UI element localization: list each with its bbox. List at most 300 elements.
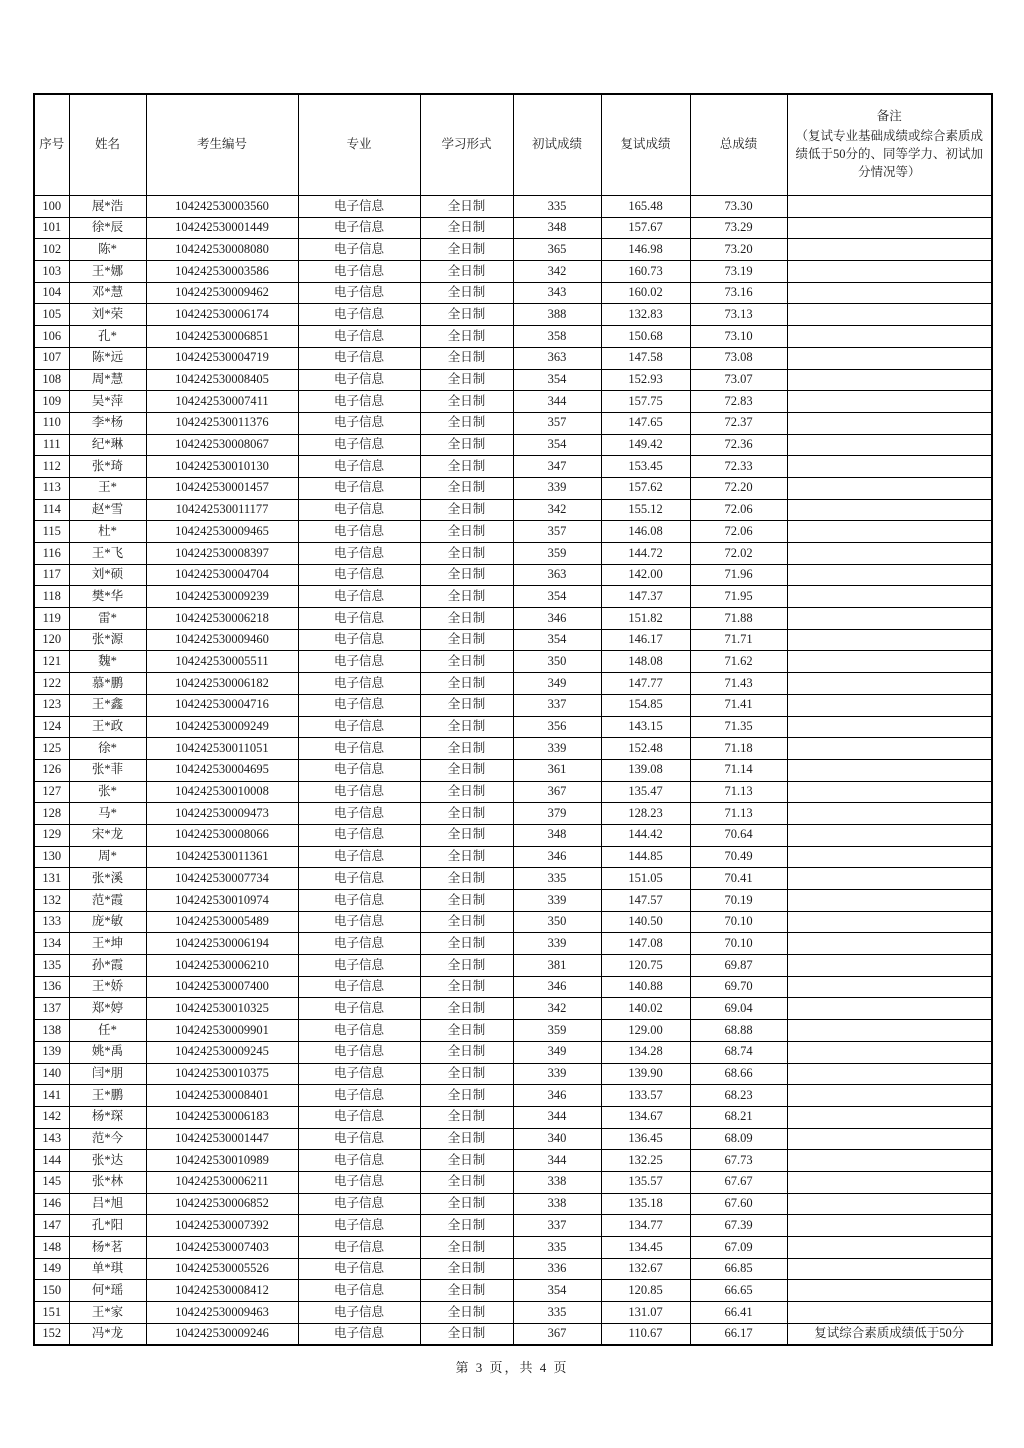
cell-retest-score: 128.23 <box>601 803 690 825</box>
cell-study-form: 全日制 <box>420 477 513 499</box>
cell-name: 刘*硕 <box>69 564 146 586</box>
cell-retest-score: 135.47 <box>601 781 690 803</box>
cell-initial-score: 335 <box>513 1302 601 1324</box>
cell-study-form: 全日制 <box>420 933 513 955</box>
cell-candidate-id: 104242530011177 <box>146 499 298 521</box>
cell-name: 庞*敏 <box>69 911 146 933</box>
cell-total-score: 67.67 <box>690 1171 787 1193</box>
cell-remark <box>787 1063 992 1085</box>
cell-total-score: 72.33 <box>690 456 787 478</box>
cell-no: 147 <box>34 1215 69 1237</box>
cell-study-form: 全日制 <box>420 456 513 478</box>
cell-retest-score: 134.28 <box>601 1041 690 1063</box>
cell-retest-score: 148.08 <box>601 651 690 673</box>
cell-retest-score: 134.45 <box>601 1237 690 1259</box>
cell-no: 138 <box>34 1020 69 1042</box>
cell-total-score: 71.88 <box>690 608 787 630</box>
cell-initial-score: 346 <box>513 846 601 868</box>
cell-initial-score: 340 <box>513 1128 601 1150</box>
cell-study-form: 全日制 <box>420 1258 513 1280</box>
cell-retest-score: 129.00 <box>601 1020 690 1042</box>
cell-name: 王*家 <box>69 1302 146 1324</box>
cell-name: 张*源 <box>69 629 146 651</box>
table-row <box>34 694 992 716</box>
cell-initial-score: 348 <box>513 824 601 846</box>
cell-remark <box>787 196 992 218</box>
cell-remark <box>787 217 992 239</box>
cell-no: 129 <box>34 824 69 846</box>
cell-name: 单*琪 <box>69 1258 146 1280</box>
table-row <box>34 716 992 738</box>
cell-major: 电子信息 <box>298 1193 420 1215</box>
cell-name: 慕*鹏 <box>69 673 146 695</box>
cell-initial-score: 365 <box>513 239 601 261</box>
cell-initial-score: 354 <box>513 434 601 456</box>
cell-retest-score: 132.83 <box>601 304 690 326</box>
cell-major: 电子信息 <box>298 1237 420 1259</box>
cell-name: 孙*霞 <box>69 955 146 977</box>
header-major: 专业 <box>298 94 420 196</box>
cell-remark <box>787 955 992 977</box>
cell-name: 杨*琛 <box>69 1106 146 1128</box>
cell-name: 樊*华 <box>69 586 146 608</box>
cell-remark <box>787 1106 992 1128</box>
cell-no: 120 <box>34 629 69 651</box>
cell-retest-score: 120.75 <box>601 955 690 977</box>
cell-major: 电子信息 <box>298 196 420 218</box>
cell-candidate-id: 104242530010325 <box>146 998 298 1020</box>
cell-initial-score: 363 <box>513 564 601 586</box>
table-row <box>34 239 992 261</box>
cell-initial-score: 339 <box>513 1063 601 1085</box>
cell-study-form: 全日制 <box>420 196 513 218</box>
cell-major: 电子信息 <box>298 1302 420 1324</box>
cell-remark <box>787 1128 992 1150</box>
cell-no: 149 <box>34 1258 69 1280</box>
cell-candidate-id: 104242530001447 <box>146 1128 298 1150</box>
cell-major: 电子信息 <box>298 521 420 543</box>
cell-no: 140 <box>34 1063 69 1085</box>
cell-remark <box>787 716 992 738</box>
cell-candidate-id: 104242530007734 <box>146 868 298 890</box>
cell-name: 范*霞 <box>69 890 146 912</box>
table-row <box>34 781 992 803</box>
cell-no: 130 <box>34 846 69 868</box>
cell-initial-score: 354 <box>513 1280 601 1302</box>
cell-study-form: 全日制 <box>420 1280 513 1302</box>
cell-name: 张*达 <box>69 1150 146 1172</box>
cell-major: 电子信息 <box>298 868 420 890</box>
cell-major: 电子信息 <box>298 586 420 608</box>
table-row <box>34 412 992 434</box>
cell-retest-score: 135.57 <box>601 1171 690 1193</box>
cell-study-form: 全日制 <box>420 1171 513 1193</box>
cell-candidate-id: 104242530006174 <box>146 304 298 326</box>
header-study-form: 学习形式 <box>420 94 513 196</box>
cell-study-form: 全日制 <box>420 1302 513 1324</box>
cell-name: 张*溪 <box>69 868 146 890</box>
cell-study-form: 全日制 <box>420 564 513 586</box>
table-row <box>34 196 992 218</box>
cell-remark <box>787 1258 992 1280</box>
cell-no: 146 <box>34 1193 69 1215</box>
table-row <box>34 759 992 781</box>
cell-no: 106 <box>34 326 69 348</box>
cell-major: 电子信息 <box>298 673 420 695</box>
cell-candidate-id: 104242530006852 <box>146 1193 298 1215</box>
cell-initial-score: 348 <box>513 217 601 239</box>
cell-candidate-id: 104242530011361 <box>146 846 298 868</box>
cell-total-score: 72.02 <box>690 543 787 565</box>
cell-remark <box>787 1280 992 1302</box>
cell-name: 周*慧 <box>69 369 146 391</box>
cell-remark <box>787 261 992 283</box>
cell-remark: 复试综合素质成绩低于50分 <box>787 1323 992 1345</box>
cell-remark <box>787 586 992 608</box>
cell-remark <box>787 391 992 413</box>
cell-study-form: 全日制 <box>420 326 513 348</box>
cell-no: 109 <box>34 391 69 413</box>
cell-no: 123 <box>34 694 69 716</box>
cell-remark <box>787 629 992 651</box>
cell-no: 113 <box>34 477 69 499</box>
cell-total-score: 72.06 <box>690 499 787 521</box>
header-retest-score: 复试成绩 <box>601 94 690 196</box>
cell-name: 纪*琳 <box>69 434 146 456</box>
table-row <box>34 586 992 608</box>
cell-major: 电子信息 <box>298 781 420 803</box>
cell-retest-score: 146.17 <box>601 629 690 651</box>
cell-initial-score: 338 <box>513 1171 601 1193</box>
cell-initial-score: 335 <box>513 868 601 890</box>
cell-no: 145 <box>34 1171 69 1193</box>
cell-retest-score: 134.67 <box>601 1106 690 1128</box>
cell-name: 赵*雪 <box>69 499 146 521</box>
cell-no: 114 <box>34 499 69 521</box>
cell-remark <box>787 824 992 846</box>
cell-total-score: 73.16 <box>690 282 787 304</box>
cell-study-form: 全日制 <box>420 608 513 630</box>
page-footer: 第 3 页，共 4 页 <box>455 1360 569 1375</box>
cell-remark <box>787 1150 992 1172</box>
table-row <box>34 391 992 413</box>
cell-initial-score: 339 <box>513 477 601 499</box>
cell-major: 电子信息 <box>298 456 420 478</box>
table-row <box>34 1020 992 1042</box>
cell-retest-score: 132.25 <box>601 1150 690 1172</box>
cell-total-score: 72.83 <box>690 391 787 413</box>
cell-total-score: 70.10 <box>690 911 787 933</box>
cell-total-score: 73.13 <box>690 304 787 326</box>
cell-candidate-id: 104242530009249 <box>146 716 298 738</box>
table-row <box>34 369 992 391</box>
header-no: 序号 <box>34 94 69 196</box>
cell-candidate-id: 104242530007392 <box>146 1215 298 1237</box>
cell-retest-score: 147.57 <box>601 890 690 912</box>
cell-initial-score: 361 <box>513 759 601 781</box>
cell-remark <box>787 1171 992 1193</box>
cell-no: 133 <box>34 911 69 933</box>
cell-major: 电子信息 <box>298 239 420 261</box>
cell-study-form: 全日制 <box>420 1193 513 1215</box>
cell-initial-score: 344 <box>513 1150 601 1172</box>
cell-retest-score: 149.42 <box>601 434 690 456</box>
cell-name: 王*娜 <box>69 261 146 283</box>
cell-candidate-id: 104242530008080 <box>146 239 298 261</box>
cell-retest-score: 134.77 <box>601 1215 690 1237</box>
cell-no: 124 <box>34 716 69 738</box>
cell-retest-score: 140.02 <box>601 998 690 1020</box>
cell-retest-score: 131.07 <box>601 1302 690 1324</box>
cell-retest-score: 110.67 <box>601 1323 690 1345</box>
cell-no: 105 <box>34 304 69 326</box>
cell-major: 电子信息 <box>298 347 420 369</box>
results-table <box>33 93 993 1346</box>
cell-name: 魏* <box>69 651 146 673</box>
cell-retest-score: 150.68 <box>601 326 690 348</box>
cell-name: 闫*朋 <box>69 1063 146 1085</box>
cell-total-score: 70.64 <box>690 824 787 846</box>
cell-remark <box>787 369 992 391</box>
cell-total-score: 68.23 <box>690 1085 787 1107</box>
table-row <box>34 846 992 868</box>
cell-no: 125 <box>34 738 69 760</box>
cell-retest-score: 157.67 <box>601 217 690 239</box>
cell-study-form: 全日制 <box>420 1237 513 1259</box>
cell-initial-score: 337 <box>513 1215 601 1237</box>
cell-candidate-id: 104242530009463 <box>146 1302 298 1324</box>
cell-study-form: 全日制 <box>420 543 513 565</box>
results-table-body <box>34 196 992 1346</box>
cell-total-score: 73.19 <box>690 261 787 283</box>
cell-total-score: 67.73 <box>690 1150 787 1172</box>
cell-study-form: 全日制 <box>420 1323 513 1345</box>
table-row <box>34 651 992 673</box>
cell-study-form: 全日制 <box>420 976 513 998</box>
cell-total-score: 70.19 <box>690 890 787 912</box>
cell-total-score: 72.20 <box>690 477 787 499</box>
cell-retest-score: 133.57 <box>601 1085 690 1107</box>
cell-candidate-id: 104242530009462 <box>146 282 298 304</box>
cell-major: 电子信息 <box>298 1258 420 1280</box>
cell-study-form: 全日制 <box>420 304 513 326</box>
cell-major: 电子信息 <box>298 651 420 673</box>
cell-total-score: 72.36 <box>690 434 787 456</box>
table-row <box>34 477 992 499</box>
cell-candidate-id: 104242530006851 <box>146 326 298 348</box>
cell-major: 电子信息 <box>298 477 420 499</box>
cell-name: 郑*婷 <box>69 998 146 1020</box>
cell-name: 雷* <box>69 608 146 630</box>
cell-study-form: 全日制 <box>420 998 513 1020</box>
cell-initial-score: 344 <box>513 1106 601 1128</box>
cell-major: 电子信息 <box>298 564 420 586</box>
cell-candidate-id: 104242530009465 <box>146 521 298 543</box>
cell-retest-score: 142.00 <box>601 564 690 586</box>
cell-retest-score: 153.45 <box>601 456 690 478</box>
cell-name: 展*浩 <box>69 196 146 218</box>
cell-study-form: 全日制 <box>420 846 513 868</box>
cell-study-form: 全日制 <box>420 412 513 434</box>
cell-no: 111 <box>34 434 69 456</box>
cell-total-score: 71.96 <box>690 564 787 586</box>
cell-major: 电子信息 <box>298 1150 420 1172</box>
table-row <box>34 1323 992 1345</box>
cell-major: 电子信息 <box>298 217 420 239</box>
cell-no: 132 <box>34 890 69 912</box>
cell-initial-score: 342 <box>513 261 601 283</box>
cell-name: 范*今 <box>69 1128 146 1150</box>
cell-study-form: 全日制 <box>420 261 513 283</box>
cell-initial-score: 350 <box>513 651 601 673</box>
cell-major: 电子信息 <box>298 434 420 456</box>
header-name: 姓名 <box>69 94 146 196</box>
cell-total-score: 70.49 <box>690 846 787 868</box>
cell-no: 139 <box>34 1041 69 1063</box>
cell-retest-score: 151.05 <box>601 868 690 890</box>
cell-no: 104 <box>34 282 69 304</box>
cell-no: 136 <box>34 976 69 998</box>
cell-total-score: 73.10 <box>690 326 787 348</box>
cell-study-form: 全日制 <box>420 694 513 716</box>
cell-initial-score: 335 <box>513 196 601 218</box>
cell-name: 张* <box>69 781 146 803</box>
cell-name: 王* <box>69 477 146 499</box>
table-row <box>34 1171 992 1193</box>
cell-no: 151 <box>34 1302 69 1324</box>
cell-initial-score: 347 <box>513 456 601 478</box>
table-row <box>34 1193 992 1215</box>
cell-study-form: 全日制 <box>420 1106 513 1128</box>
cell-candidate-id: 104242530011051 <box>146 738 298 760</box>
table-row <box>34 824 992 846</box>
cell-major: 电子信息 <box>298 1280 420 1302</box>
cell-study-form: 全日制 <box>420 369 513 391</box>
cell-total-score: 67.09 <box>690 1237 787 1259</box>
cell-candidate-id: 104242530010974 <box>146 890 298 912</box>
cell-no: 118 <box>34 586 69 608</box>
cell-major: 电子信息 <box>298 1063 420 1085</box>
cell-candidate-id: 104242530006194 <box>146 933 298 955</box>
cell-study-form: 全日制 <box>420 738 513 760</box>
cell-candidate-id: 104242530005489 <box>146 911 298 933</box>
cell-study-form: 全日制 <box>420 890 513 912</box>
cell-retest-score: 132.67 <box>601 1258 690 1280</box>
cell-remark <box>787 499 992 521</box>
cell-candidate-id: 104242530008397 <box>146 543 298 565</box>
cell-no: 112 <box>34 456 69 478</box>
cell-study-form: 全日制 <box>420 824 513 846</box>
cell-no: 117 <box>34 564 69 586</box>
cell-initial-score: 357 <box>513 412 601 434</box>
cell-candidate-id: 104242530004704 <box>146 564 298 586</box>
cell-no: 115 <box>34 521 69 543</box>
cell-total-score: 66.41 <box>690 1302 787 1324</box>
header-total-score: 总成绩 <box>690 94 787 196</box>
cell-candidate-id: 104242530008067 <box>146 434 298 456</box>
cell-total-score: 66.85 <box>690 1258 787 1280</box>
cell-name: 陈*远 <box>69 347 146 369</box>
cell-name: 张*林 <box>69 1171 146 1193</box>
cell-study-form: 全日制 <box>420 651 513 673</box>
cell-name: 马* <box>69 803 146 825</box>
cell-retest-score: 155.12 <box>601 499 690 521</box>
cell-major: 电子信息 <box>298 1106 420 1128</box>
cell-retest-score: 154.85 <box>601 694 690 716</box>
cell-initial-score: 367 <box>513 1323 601 1345</box>
cell-major: 电子信息 <box>298 998 420 1020</box>
table-row <box>34 1041 992 1063</box>
cell-retest-score: 152.93 <box>601 369 690 391</box>
cell-major: 电子信息 <box>298 1085 420 1107</box>
cell-study-form: 全日制 <box>420 673 513 695</box>
cell-total-score: 69.87 <box>690 955 787 977</box>
cell-no: 135 <box>34 955 69 977</box>
cell-name: 杨*茗 <box>69 1237 146 1259</box>
cell-remark <box>787 1302 992 1324</box>
cell-remark <box>787 846 992 868</box>
cell-total-score: 73.30 <box>690 196 787 218</box>
cell-initial-score: 359 <box>513 1020 601 1042</box>
cell-no: 128 <box>34 803 69 825</box>
cell-retest-score: 144.42 <box>601 824 690 846</box>
cell-candidate-id: 104242530007411 <box>146 391 298 413</box>
cell-name: 杜* <box>69 521 146 543</box>
cell-candidate-id: 104242530010989 <box>146 1150 298 1172</box>
cell-study-form: 全日制 <box>420 391 513 413</box>
cell-no: 122 <box>34 673 69 695</box>
cell-total-score: 73.29 <box>690 217 787 239</box>
cell-name: 孔* <box>69 326 146 348</box>
cell-major: 电子信息 <box>298 629 420 651</box>
cell-initial-score: 354 <box>513 369 601 391</box>
cell-major: 电子信息 <box>298 933 420 955</box>
cell-study-form: 全日制 <box>420 868 513 890</box>
cell-candidate-id: 104242530008405 <box>146 369 298 391</box>
cell-total-score: 73.08 <box>690 347 787 369</box>
table-header <box>34 94 992 196</box>
cell-no: 131 <box>34 868 69 890</box>
cell-study-form: 全日制 <box>420 955 513 977</box>
cell-major: 电子信息 <box>298 1020 420 1042</box>
cell-initial-score: 388 <box>513 304 601 326</box>
cell-study-form: 全日制 <box>420 803 513 825</box>
cell-retest-score: 146.98 <box>601 239 690 261</box>
cell-remark <box>787 239 992 261</box>
cell-retest-score: 147.77 <box>601 673 690 695</box>
cell-retest-score: 147.58 <box>601 347 690 369</box>
cell-initial-score: 354 <box>513 629 601 651</box>
cell-initial-score: 342 <box>513 998 601 1020</box>
table-row <box>34 1150 992 1172</box>
cell-initial-score: 379 <box>513 803 601 825</box>
cell-study-form: 全日制 <box>420 1128 513 1150</box>
cell-study-form: 全日制 <box>420 716 513 738</box>
cell-total-score: 68.09 <box>690 1128 787 1150</box>
cell-study-form: 全日制 <box>420 521 513 543</box>
cell-total-score: 66.65 <box>690 1280 787 1302</box>
cell-no: 101 <box>34 217 69 239</box>
table-row <box>34 326 992 348</box>
cell-total-score: 71.43 <box>690 673 787 695</box>
cell-total-score: 69.70 <box>690 976 787 998</box>
cell-total-score: 68.74 <box>690 1041 787 1063</box>
cell-no: 126 <box>34 759 69 781</box>
cell-initial-score: 343 <box>513 282 601 304</box>
cell-major: 电子信息 <box>298 1041 420 1063</box>
cell-candidate-id: 104242530010375 <box>146 1063 298 1085</box>
cell-candidate-id: 104242530011376 <box>146 412 298 434</box>
